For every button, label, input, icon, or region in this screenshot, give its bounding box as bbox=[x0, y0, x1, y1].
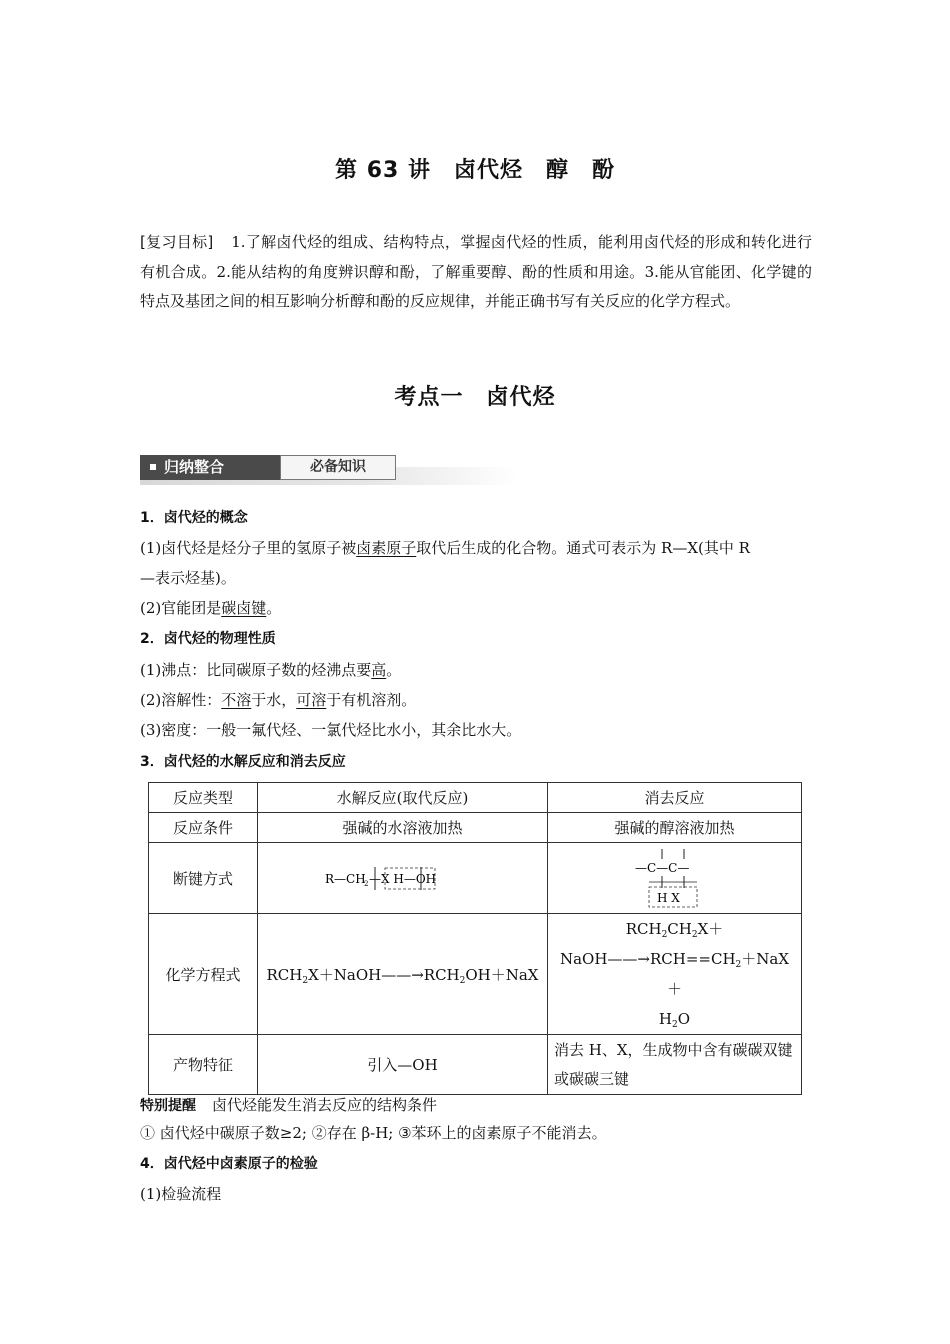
svg-text:2: 2 bbox=[363, 880, 368, 888]
heading-reactions: 3．卤代烃的水解反应和消去反应 bbox=[140, 754, 346, 770]
cell-hydrolysis-head: 水解反应(取代反应) bbox=[258, 783, 548, 813]
cell-condition-hydrolysis: 强碱的水溶液加热 bbox=[258, 813, 548, 843]
review-objectives bbox=[140, 228, 812, 317]
objective-text: 1.了解卤代烃的组成、结构特点，掌握卤代烃的性质，能利用卤代烃的形成和转化进行有机合成。2.能从结构的角度辨识醇和酚，了解重要醇、酚的性质和用途。3.能从官能团、化学键的特点及基团之间的相互影响分析醇和酚的反应规律，并能正确书写有关反应的化学方程式。 bbox=[140, 233, 812, 310]
concept-p1-cont: —表示烃基)。 bbox=[140, 569, 236, 587]
section-banner bbox=[140, 455, 518, 485]
physical-p2: (2)溶解性：不溶于水，可溶于有机溶剂。 bbox=[140, 691, 417, 709]
cell-equation-label: 化学方程式 bbox=[149, 914, 258, 1035]
cell-break-label: 断键方式 bbox=[149, 843, 258, 914]
halogen-test-p1: (1)检验流程 bbox=[140, 1185, 222, 1203]
reminder-text: ① 卤代烃中碳原子数≥2; ②存在 β-H; ③苯环上的卤素原子不能消去。 bbox=[140, 1124, 607, 1142]
concept-p2: (2)官能团是碳卤键。 bbox=[140, 599, 282, 617]
cell-product-label: 产物特征 bbox=[149, 1035, 258, 1095]
heading-halogen-test: 4．卤代烃中卤素原子的检验 bbox=[140, 1156, 318, 1172]
banner-right: 必备知识 bbox=[280, 455, 396, 480]
cell-equation-hydrolysis: $RCH_2X+NaOH——\to RCH_2OH+NaX$ bbox=[258, 914, 548, 1035]
cell-condition-label: 反应条件 bbox=[149, 813, 258, 843]
section-title: 考点一 卤代烃 bbox=[394, 385, 556, 410]
cell-product-elimination: 消去 H、X，生成物中含有碳碳双键或碳碳三键 bbox=[548, 1035, 802, 1095]
svg-text:—C—C—: —C—C— bbox=[634, 861, 689, 875]
cell-equation-elimination: $RCH_2CH_2X+$ $NaOH——\to RCH==CH_2+NaX+$ $H_2O$ bbox=[548, 914, 802, 1035]
cell-product-hydrolysis: 引入—OH bbox=[258, 1035, 548, 1095]
special-reminder bbox=[140, 1094, 437, 1115]
banner-left: 归纳整合 bbox=[140, 455, 280, 480]
reminder-title: 卤代烃能发生消去反应的结构条件 bbox=[212, 1096, 438, 1114]
cell-elimination-head: 消去反应 bbox=[548, 783, 802, 813]
svg-text:H X: H X bbox=[656, 891, 680, 905]
square-bullet-icon bbox=[150, 464, 156, 470]
heading-physical: 2．卤代烃的物理性质 bbox=[140, 631, 276, 647]
physical-p1: (1)沸点：比同碳原子数的烃沸点要高。 bbox=[140, 661, 402, 679]
cell-break-elimination bbox=[548, 843, 802, 914]
cell-break-hydrolysis bbox=[258, 843, 548, 914]
reminder-label: 特别提醒 bbox=[140, 1098, 196, 1114]
elimination-bond-diagram bbox=[635, 846, 715, 910]
svg-text:R—CH: R—CH bbox=[324, 872, 366, 886]
cell-type-label: 反应类型 bbox=[149, 783, 258, 813]
concept-p1: (1)卤代烃是烃分子里的氢原子被卤素原子取代后生成的化合物。通式可表示为 R—X(其中 R bbox=[140, 539, 750, 557]
page-title: 第 63 讲 卤代烃 醇 酚 bbox=[335, 158, 615, 183]
svg-text:—X H—OH: —X H—OH bbox=[368, 872, 436, 886]
physical-p3: (3)密度：一般一氟代烃、一氯代烃比水小，其余比水大。 bbox=[140, 721, 522, 739]
hydrolysis-bond-diagram bbox=[323, 863, 483, 893]
reaction-table bbox=[148, 782, 802, 1095]
cell-condition-elimination: 强碱的醇溶液加热 bbox=[548, 813, 802, 843]
objective-label: [复习目标] bbox=[140, 233, 214, 251]
heading-concept: 1．卤代烃的概念 bbox=[140, 510, 248, 526]
